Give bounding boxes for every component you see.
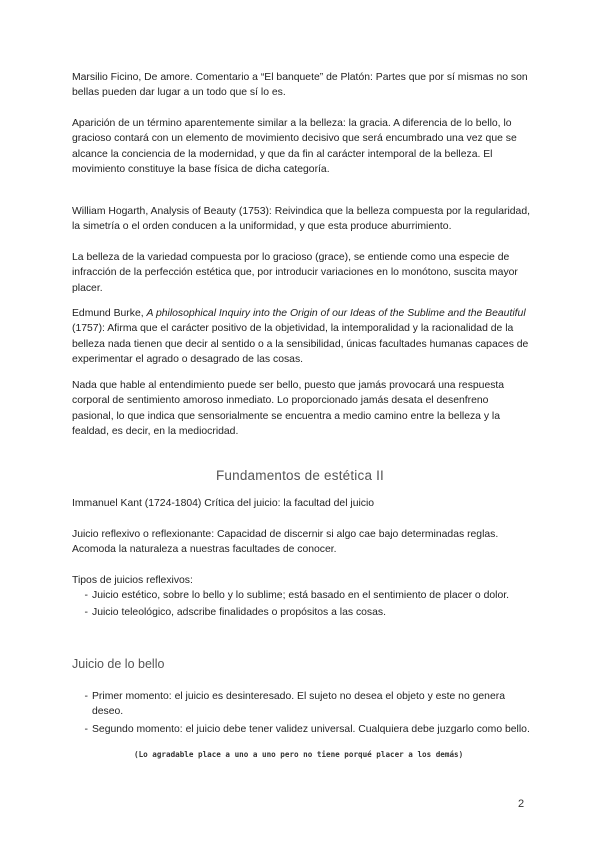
- paragraph-tipos: Tipos de juicios reflexivos:: [72, 575, 193, 586]
- list-item: - Juicio teleológico, adscribe finalidades o propósitos a las cosas.: [72, 605, 532, 620]
- paragraph-variedad: La belleza de la variedad compuesta por lo gracioso (grace), se entiende como una especie de infracción de la perfección estética que, por introducir variaciones en lo monótono, suscita mayor placer.: [72, 252, 518, 294]
- list-item: - Juicio estético, sobre lo bello y lo sublime; está basado en el sentimiento de placer o dolor.: [72, 588, 532, 603]
- paragraph-burke: [72, 306, 532, 368]
- bullet-dash: -: [84, 723, 88, 735]
- paragraph-gracia: Aparición de un término aparentemente similar a la belleza: la gracia. A diferencia de lo bello, lo gracioso contará con un elemento de movimiento decisivo que será encumbrado una vez que se alcance la conciencia de la modernidad, y que da fin al carácter intemporal de la belleza. El movimiento constituye la base física de dicha categoría.: [72, 118, 517, 176]
- burke-rest: (1757): Afirma que el carácter positivo de la objetividad, la intemporalidad y la racionalidad de la belleza nada tienen que decir al sentido o a la sensibilidad, únicas facultades humanas capaces de experimentar el agrado o desagrado de las cosas.: [72, 323, 529, 366]
- bullet-dash: -: [84, 607, 88, 619]
- paragraph-reflexivo: Juicio reflexivo o reflexionante: Capacidad de discernir si algo cae bajo determinadas reglas. Acomoda la naturaleza a nuestras facultades de conocer.: [72, 529, 499, 556]
- bullet-dash: -: [84, 590, 88, 601]
- list-item: - Segundo momento: el juicio debe tener validez universal. Cualquiera debe juzgarlo como bello.: [72, 722, 532, 737]
- burke-title: A philosophical Inquiry into the Origin of our Ideas of the Sublime and the Beautiful: [146, 308, 526, 319]
- bello-list: [72, 689, 532, 739]
- burke-author: Edmund Burke,: [72, 308, 147, 319]
- list-item: - Primer momento: el juicio es desinteresado. El sujeto no desea el objeto y este no genera deseo.: [84, 691, 505, 718]
- paragraph-entendimiento: Nada que hable al entendimiento puede ser bello, puesto que jamás provocará una respuesta corporal de sentimiento amoroso inmediato. Lo proporcionado jamás desata el desenfreno pasional, lo que indica que sensorialmente se encuentra a medio camino entre la belleza y la fealdad, es decir, en la mediocridad.: [72, 380, 505, 438]
- tipos-list: [72, 588, 532, 623]
- bullet-dash: -: [84, 691, 88, 702]
- paragraph-kant: Immanuel Kant (1724-1804) Crítica del juicio: la facultad del juicio: [72, 498, 375, 509]
- subsection-title: Juicio de lo bello: [72, 657, 165, 671]
- paragraph-ficino: Marsilio Ficino, De amore. Comentario a “El banquete” de Platón: Partes que por sí mismas no son bellas pueden dar lugar a un todo que sí lo es.: [72, 72, 528, 99]
- note-text: (Lo agradable place a uno a uno pero no tiene porqué placer a los demás): [134, 750, 464, 759]
- section-title: Fundamentos de estética II: [215, 468, 385, 483]
- page-number: 2: [518, 798, 525, 810]
- paragraph-hogarth: William Hogarth, Analysis of Beauty (1753): Reivindica que la belleza compuesta por la regularidad, la simetría o el orden conducen a la uniformidad, y que esta produce aburrimiento.: [72, 206, 531, 233]
